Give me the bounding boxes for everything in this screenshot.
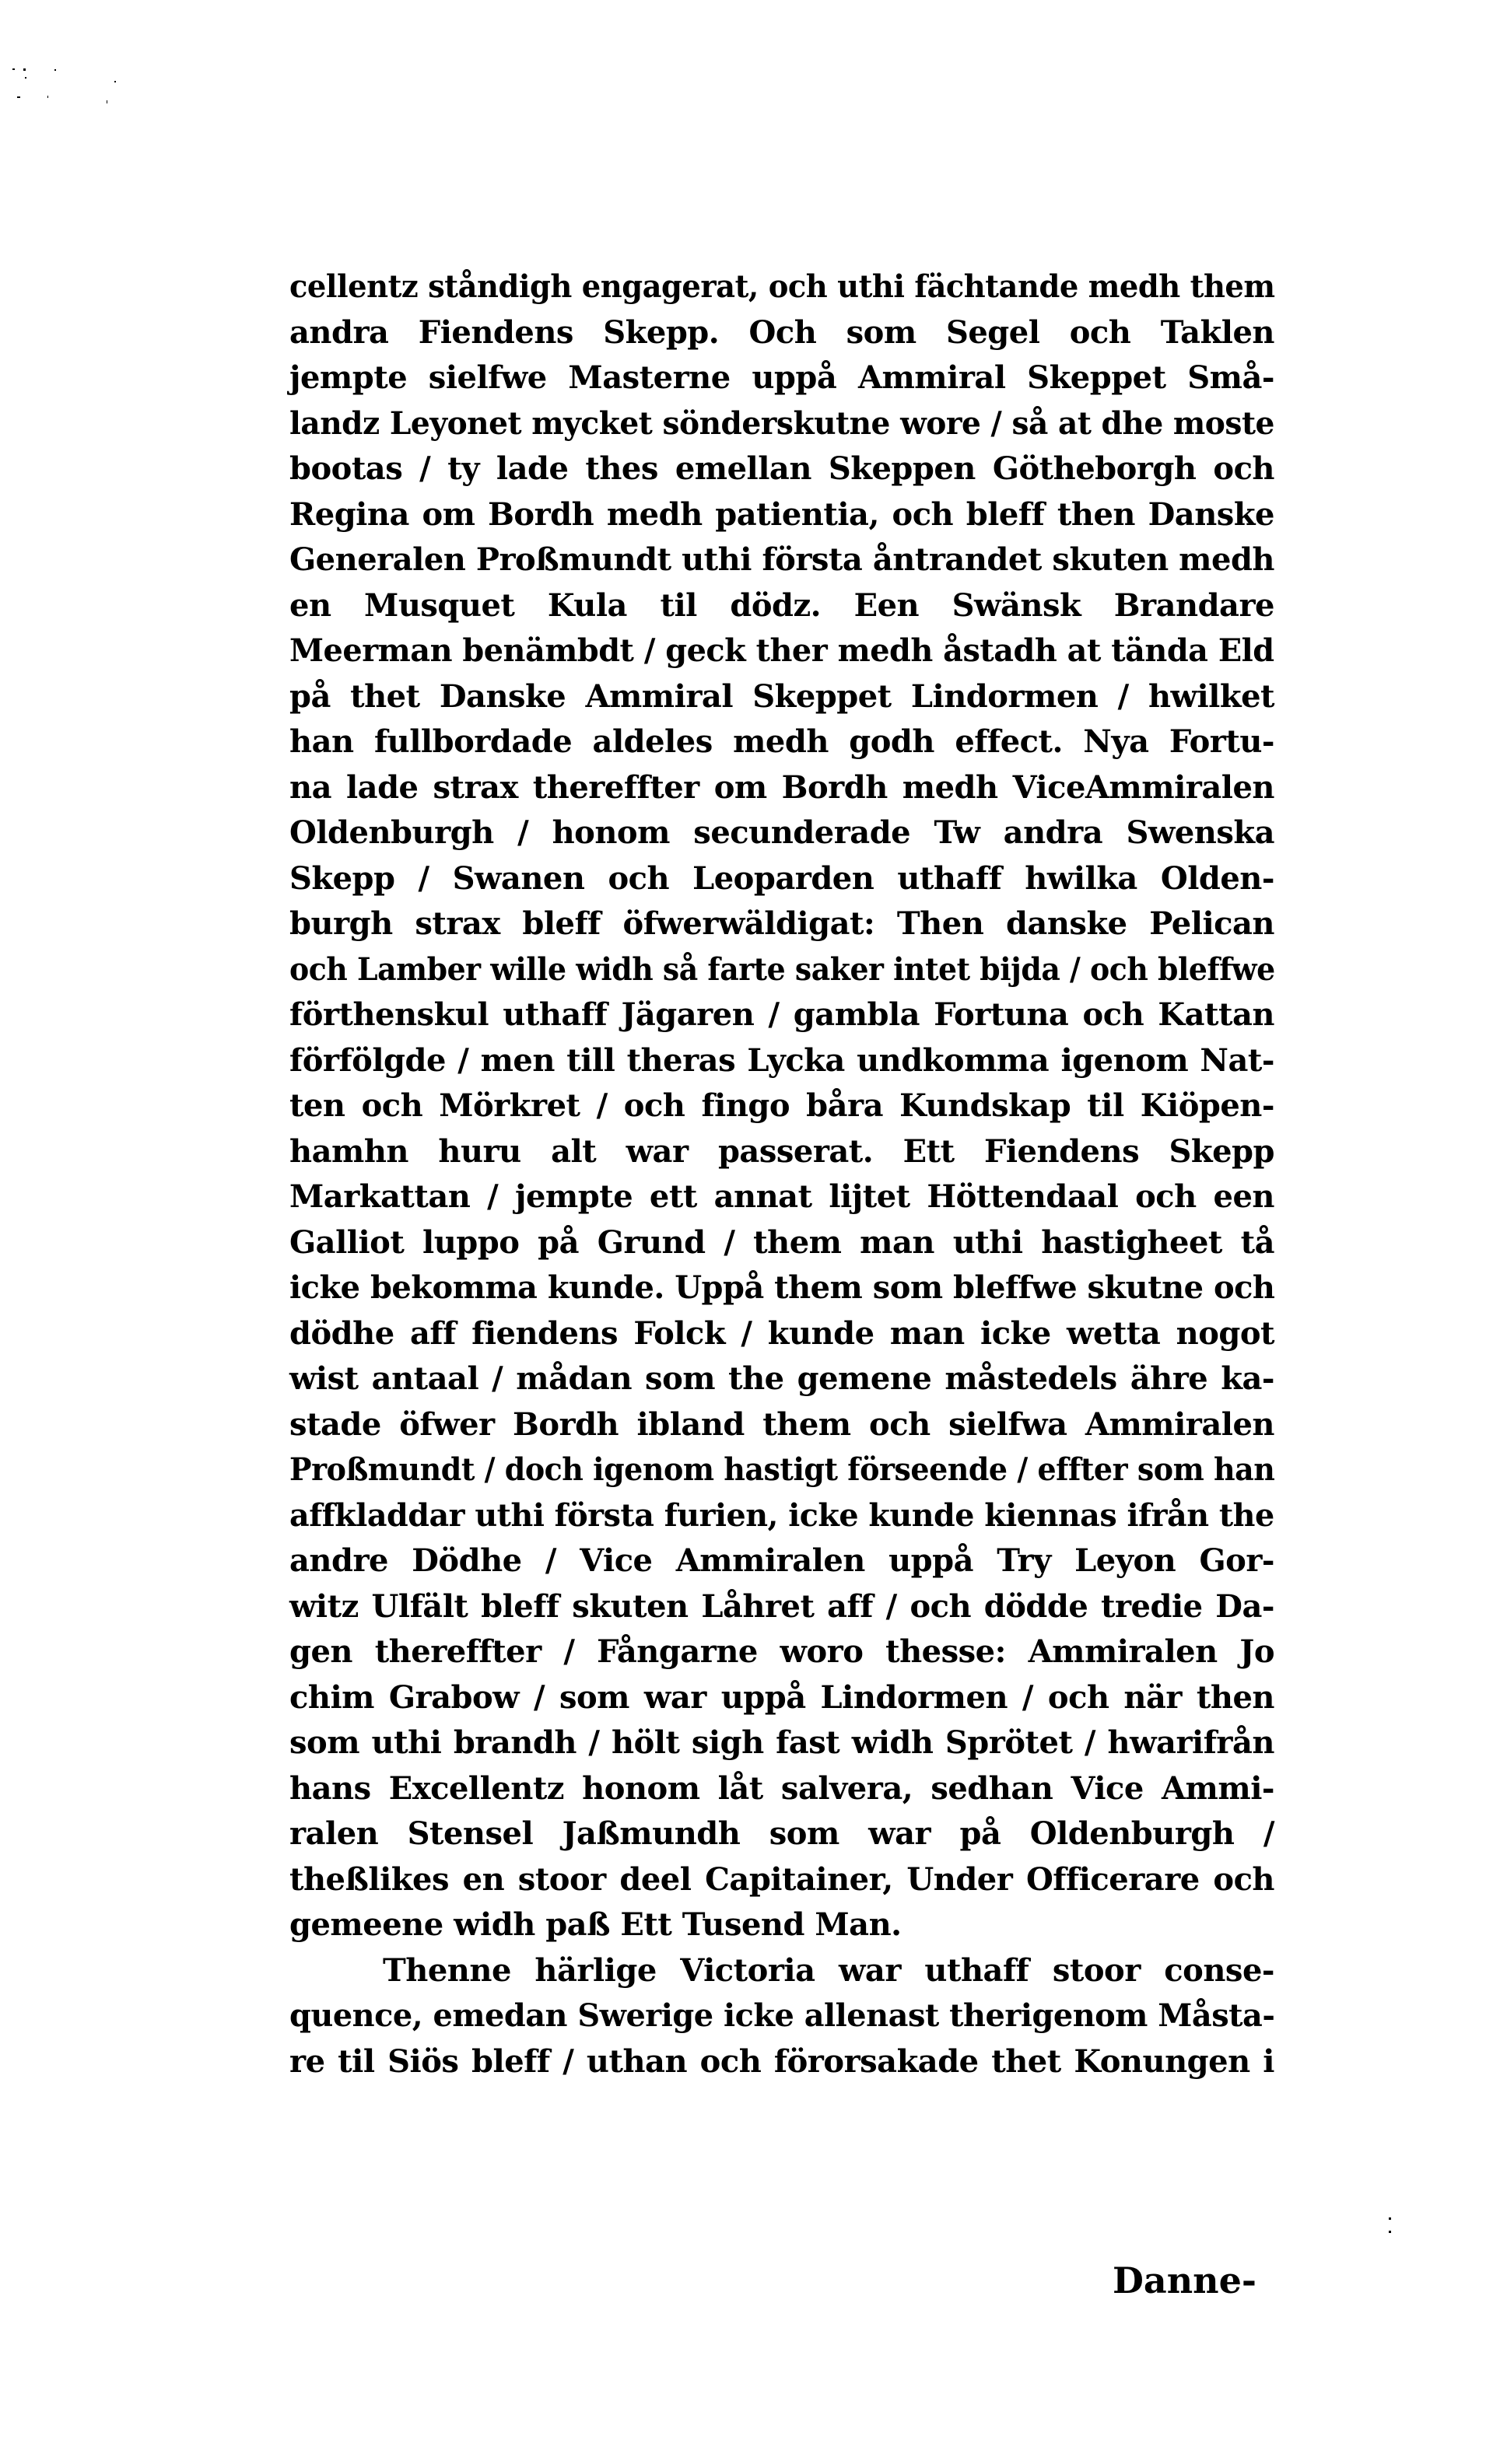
text-line: andre Dödhe / Vice Ammiralen uppå Try Leyon Gor- [289,1542,1274,1579]
text-line: gen thereffter / Fångarne woro thesse: Ammiralen Jo [289,1633,1274,1670]
scan-speck [23,68,26,71]
text-line: på thet Danske Ammiral Skeppet Lindormen / hwilket [289,677,1274,715]
text-line: Meerman benämbdt / geck ther medh åstadh at tända Eld [289,632,1274,669]
text-line: affkladdar uthi första furien, icke kunde kiennas ifrån the [289,1496,1274,1534]
text-line: Regina om Bordh medh patientia, och bleff then Danske [289,495,1274,533]
text-line: jempte sielfwe Masterne uppå Ammiral Skeppet Små- [289,359,1274,396]
scan-speck [54,69,56,71]
text-line: quence, emedan Swerige icke allenast therigenom Måsta- [289,1997,1275,2034]
text-line: han fullbordade aldeles medh godh effect. Nya Fortu- [289,723,1274,760]
scan-speck [1389,2217,1391,2220]
text-line: chim Grabow / som war uppå Lindormen / och när then [289,1678,1274,1716]
text-line: witz Ulfält bleff skuten Låhret aff / och dödde tredie Da- [289,1587,1274,1625]
scan-speck [114,81,116,82]
body-text [289,264,1274,2084]
text-line: andra Fiendens Skepp. Och som Segel och Taklen [289,313,1274,351]
text-line: ten och Mörkret / och fingo båra Kundskap til Kiöpen- [289,1087,1274,1124]
text-line: som uthi brandh / hölt sigh fast widh Sprötet / hwarifrån [289,1724,1274,1761]
catchword: Danne- [1113,2259,1256,2301]
text-line: gemeene widh paß Ett Tusend Man. [289,1906,902,1943]
scan-speck [25,77,26,79]
text-line: icke bekomma kunde. Uppå them som bleffwe skutne och [289,1269,1275,1306]
text-line: hamhn huru alt war passerat. Ett Fiendens Skepp [289,1132,1274,1170]
text-line: dödhe aff fiendens Folck / kunde man icke wetta nogot [289,1314,1274,1352]
text-line: burgh strax bleff öfwerwäldigat: Then danske Pelican [289,905,1274,942]
text-line: en Musquet Kula til dödz. Een Swänsk Brandare [289,586,1274,624]
text-line: Oldenburgh / honom secunderade Tw andra Swenska [289,814,1274,851]
text-line: bootas / ty lade thes emellan Skeppen Götheborgh och [289,450,1274,487]
scan-speck [1389,2231,1391,2233]
text-line: cellentz ståndigh engagerat, och uthi fächtande medh them [289,268,1275,305]
text-line: Proßmundt / doch igenom hastigt förseende / effter som han [289,1451,1275,1488]
text-line: wist antaal / mådan som the gemene måstedels ähre ka- [289,1360,1274,1397]
text-line: re til Siös bleff / uthan och förorsakade thet Konungen i [289,2042,1274,2080]
text-line: Galliot luppo på Grund / them man uthi hastigheet tå [289,1223,1274,1261]
paragraph-start-line: Thenne härlige Victoria war uthaff stoor conse- [383,1951,1274,1989]
scan-speck [12,68,15,70]
text-line: och Lamber wille widh så farte saker intet bijda / och bleffwe [289,950,1275,988]
text-line: ralen Stensel Jaßmundh som war på Oldenburgh / [289,1815,1274,1852]
text-line: hans Excellentz honom låt salvera, sedhan Vice Ammi- [289,1769,1274,1807]
text-line: theßlikes en stoor deel Capitainer, Under Officerare och [289,1860,1274,1898]
text-line: Generalen Proßmundt uthi första åntrandet skuten medh [289,541,1274,578]
text-line: förfölgde / men till theras Lycka undkomma igenom Nat- [289,1041,1274,1079]
text-line: na lade strax thereffter om Bordh medh ViceAmmiralen [289,768,1274,806]
scan-speck [17,96,20,98]
text-line: stade öfwer Bordh ibland them och sielfwa Ammiralen [289,1405,1274,1443]
text-line: landz Leyonet mycket sönderskutne wore / så at dhe moste [289,404,1274,442]
text-line: Skepp / Swanen och Leoparden uthaff hwilka Olden- [289,859,1274,897]
text-line: förthenskul uthaff Jägaren / gambla Fortuna och Kattan [289,996,1274,1033]
text-line: Markattan / jempte ett annat lijtet Höttendaal och een [289,1178,1274,1215]
scan-speck [47,96,48,98]
